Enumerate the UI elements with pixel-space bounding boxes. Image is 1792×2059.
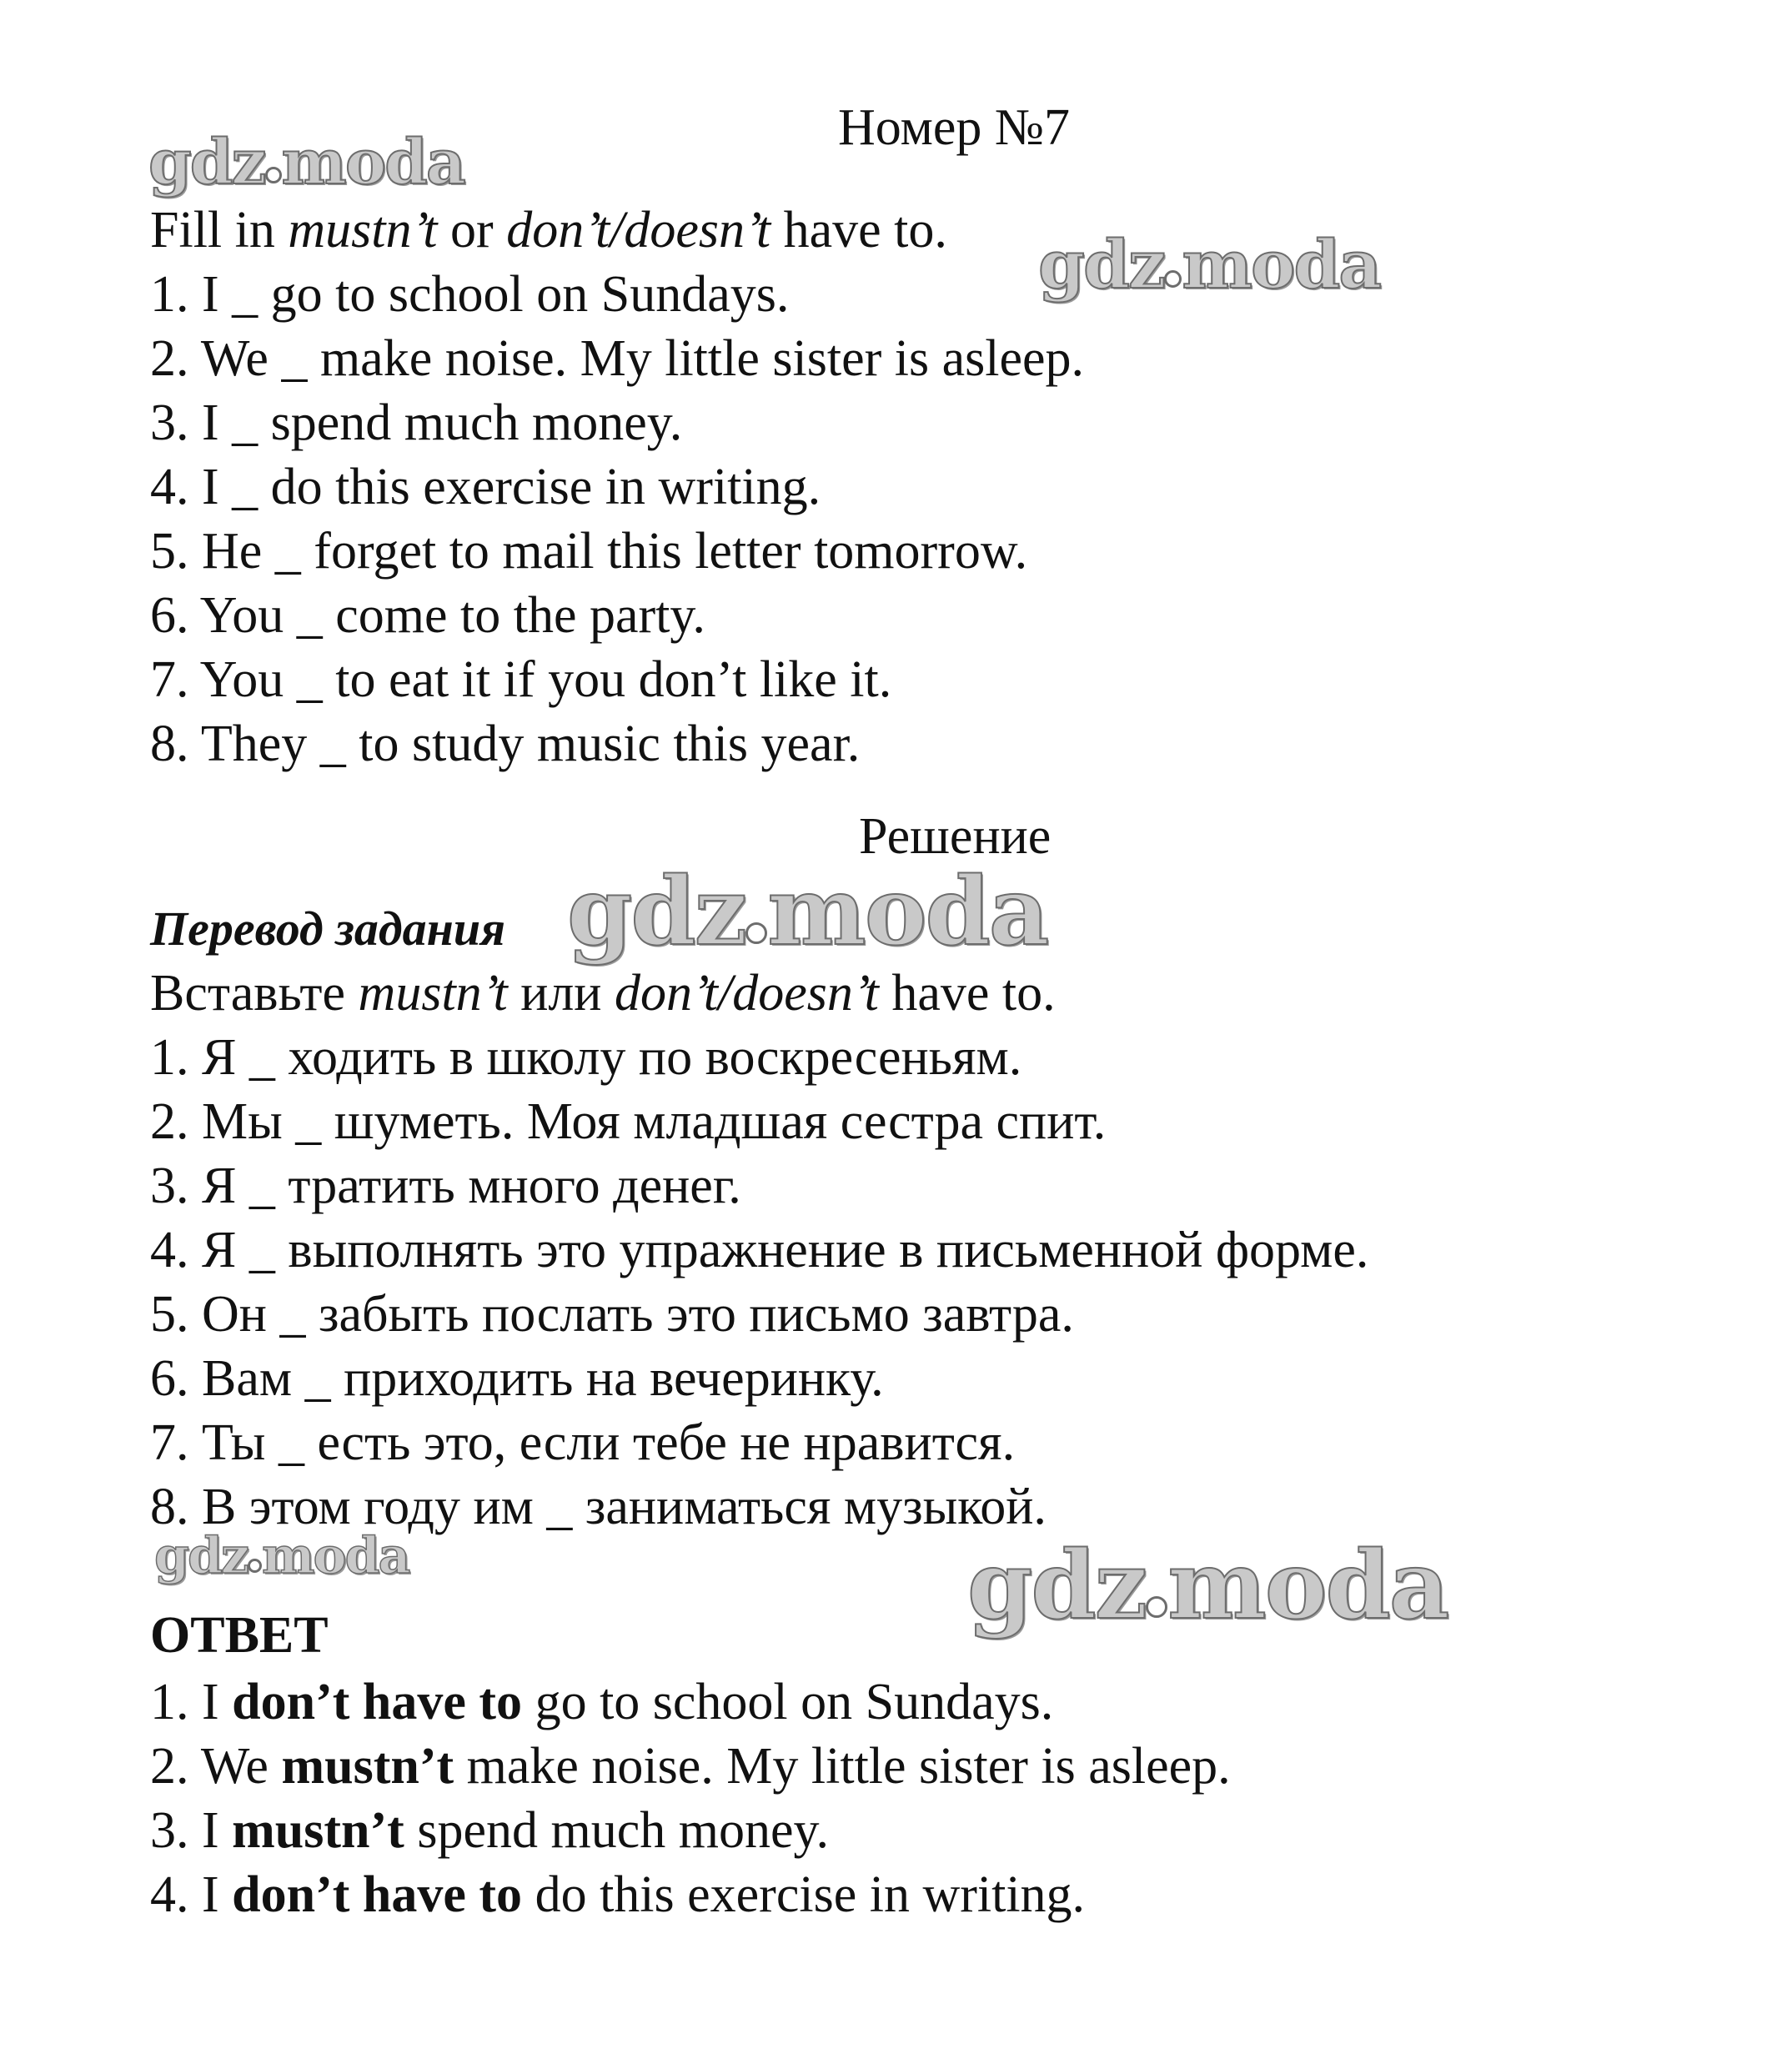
watermark-logo: gdz moda (154, 1527, 409, 1585)
translation-instruction: Вставьте mustn’t или don’t/doesn’t have to. (150, 965, 1056, 1022)
task-instruction: Fill in mustn’t or don’t/doesn’t have to. (150, 202, 947, 259)
answer-item: 3. I mustn’t spend much money. (150, 1802, 829, 1859)
watermark-logo: gdz moda (967, 1531, 1448, 1640)
answer-heading: ОТВЕТ (150, 1607, 329, 1664)
task-item: 8. They _ to study music this year. (150, 716, 861, 772)
translation-item: 1. Я _ ходить в школу по воскресеньям. (150, 1029, 1022, 1086)
task-item: 5. He _ forget to mail this letter tomorrow. (150, 523, 1028, 580)
solution-heading: Решение (859, 808, 1052, 865)
answer-item: 4. I don’t have to do this exercise in writing. (150, 1866, 1086, 1923)
watermark-logo: gdz moda (1038, 225, 1381, 304)
task-item: 2. We _ make noise. My little sister is asleep. (150, 330, 1084, 387)
watermark-logo: gdz moda (148, 127, 464, 198)
translation-item: 6. Вам _ приходить на вечеринку. (150, 1350, 884, 1407)
answer-item: 1. I don’t have to go to school on Sundays. (150, 1674, 1054, 1730)
translation-item: 4. Я _ выполнять это упражнение в письменной форме. (150, 1222, 1369, 1278)
task-item: 3. I _ spend much money. (150, 394, 683, 451)
translation-item: 3. Я _ тратить много денег. (150, 1158, 741, 1214)
task-item: 7. You _ to eat it if you don’t like it. (150, 651, 892, 708)
translation-item: 5. Он _ забыть послать это письмо завтра. (150, 1286, 1074, 1343)
watermark-logo: gdz moda (567, 857, 1048, 967)
translation-item: 2. Мы _ шуметь. Моя младшая сестра спит. (150, 1093, 1107, 1150)
answer-item: 2. We mustn’t make noise. My little sister is asleep. (150, 1738, 1231, 1795)
translation-item: 7. Ты _ есть это, если тебе не нравится. (150, 1414, 1016, 1471)
task-item: 4. I _ do this exercise in writing. (150, 459, 821, 515)
task-item: 1. I _ go to school on Sundays. (150, 266, 790, 323)
translation-heading: Перевод задания (150, 901, 505, 956)
translation-item: 8. В этом году им _ заниматься музыкой. (150, 1479, 1047, 1535)
page-title: Номер №7 (838, 99, 1071, 156)
task-item: 6. You _ come to the party. (150, 587, 705, 644)
